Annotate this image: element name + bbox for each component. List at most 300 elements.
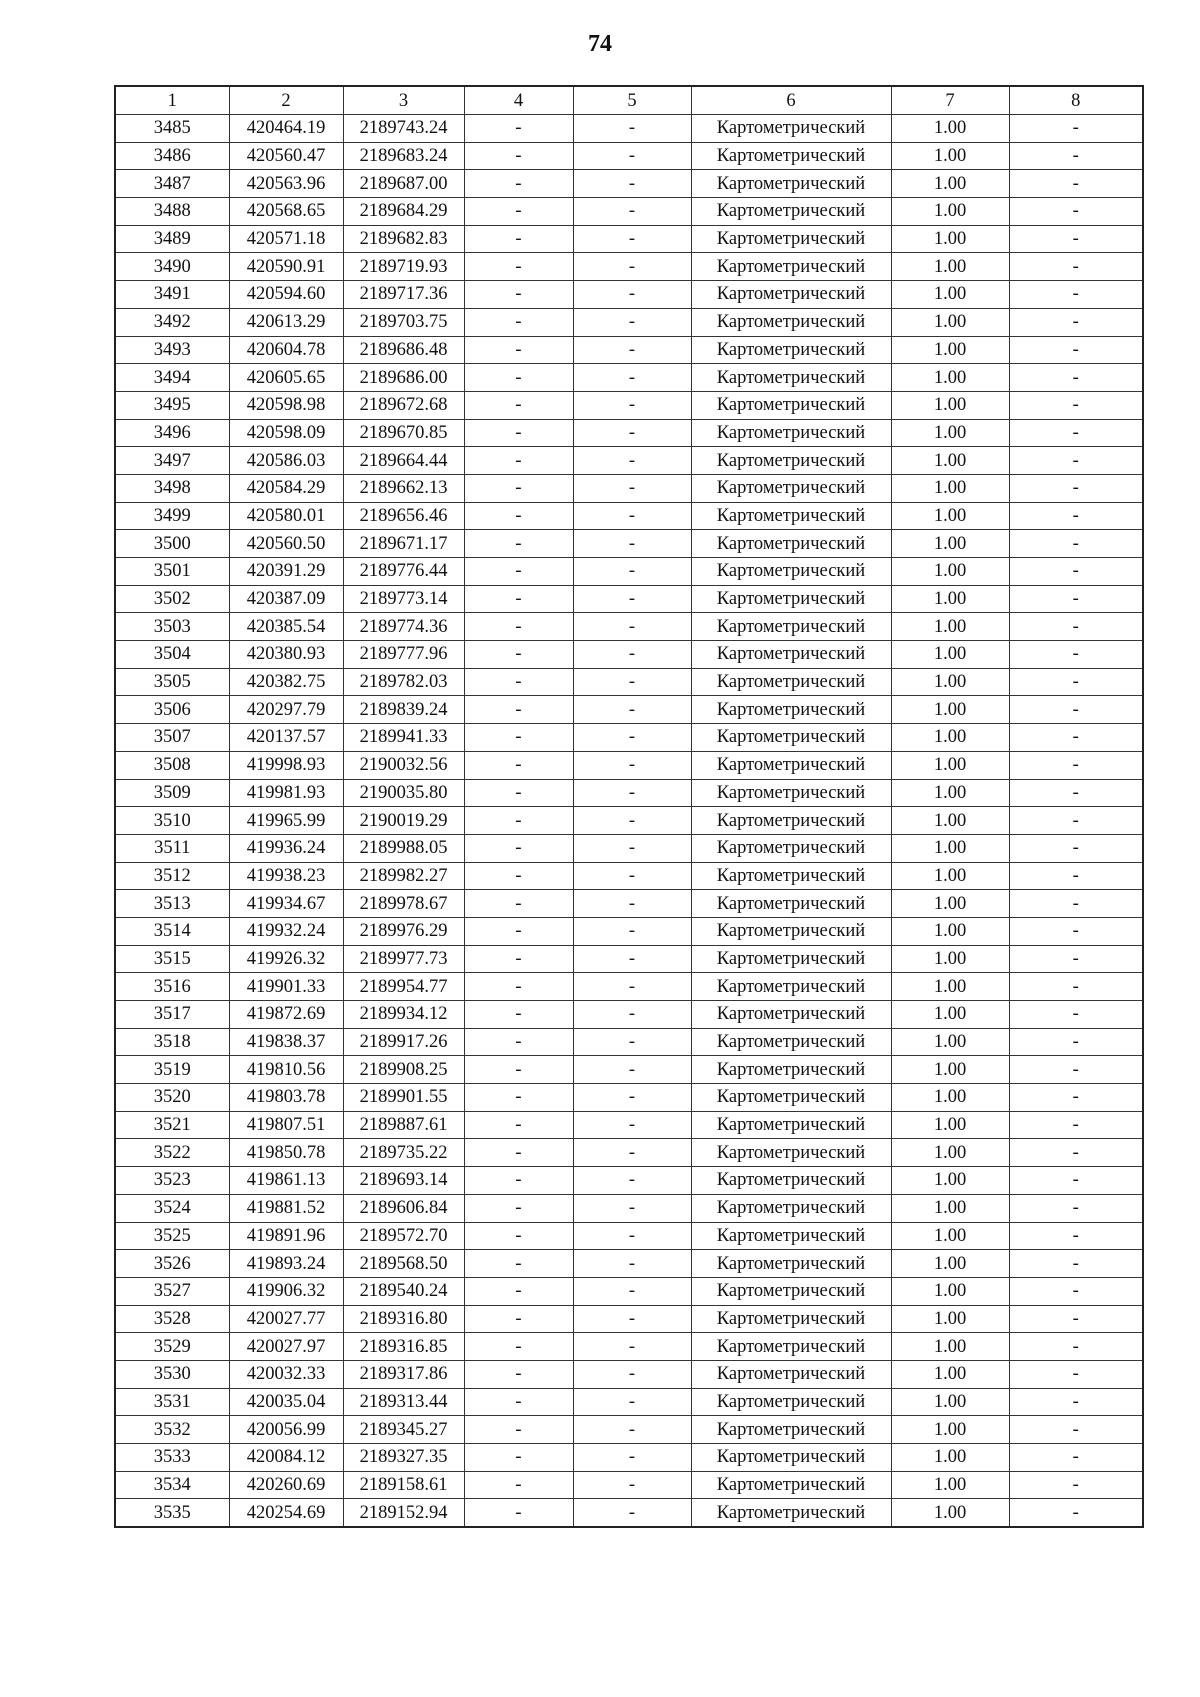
- point-number-cell: 3486: [115, 142, 229, 170]
- column-4-cell: -: [464, 862, 573, 890]
- table-row: [115, 973, 1143, 1001]
- column-8-cell: -: [1009, 917, 1143, 945]
- column-header-5: 5: [573, 86, 691, 115]
- column-5-cell: -: [573, 668, 691, 696]
- column-header-1: 1: [115, 86, 229, 115]
- accuracy-cell: 1.00: [891, 1471, 1009, 1499]
- x-coordinate-cell: 420385.54: [229, 613, 343, 641]
- column-8-cell: -: [1009, 1360, 1143, 1388]
- point-number-cell: 3513: [115, 890, 229, 918]
- point-number-cell: 3535: [115, 1499, 229, 1527]
- method-cell: Картометрический: [691, 447, 891, 475]
- point-number-cell: 3510: [115, 807, 229, 835]
- table-row: [115, 1416, 1143, 1444]
- column-5-cell: -: [573, 474, 691, 502]
- column-5-cell: -: [573, 641, 691, 669]
- column-5-cell: -: [573, 1305, 691, 1333]
- x-coordinate-cell: 419938.23: [229, 862, 343, 890]
- x-coordinate-cell: 420027.77: [229, 1305, 343, 1333]
- point-number-cell: 3523: [115, 1167, 229, 1195]
- column-5-cell: -: [573, 1139, 691, 1167]
- table-row: [115, 668, 1143, 696]
- x-coordinate-cell: 420056.99: [229, 1416, 343, 1444]
- accuracy-cell: 1.00: [891, 115, 1009, 143]
- y-coordinate-cell: 2189152.94: [343, 1499, 464, 1527]
- method-cell: Картометрический: [691, 1222, 891, 1250]
- column-8-cell: -: [1009, 613, 1143, 641]
- table-row: [115, 1167, 1143, 1195]
- y-coordinate-cell: 2189313.44: [343, 1388, 464, 1416]
- x-coordinate-cell: 420382.75: [229, 668, 343, 696]
- table-row: [115, 890, 1143, 918]
- method-cell: Картометрический: [691, 391, 891, 419]
- column-4-cell: -: [464, 225, 573, 253]
- column-4-cell: -: [464, 1388, 573, 1416]
- method-cell: Картометрический: [691, 1167, 891, 1195]
- method-cell: Картометрический: [691, 917, 891, 945]
- column-4-cell: -: [464, 447, 573, 475]
- column-8-cell: -: [1009, 419, 1143, 447]
- column-8-cell: -: [1009, 1333, 1143, 1361]
- column-4-cell: -: [464, 1305, 573, 1333]
- method-cell: Картометрический: [691, 1305, 891, 1333]
- y-coordinate-cell: 2189327.35: [343, 1444, 464, 1472]
- x-coordinate-cell: 419965.99: [229, 807, 343, 835]
- method-cell: Картометрический: [691, 1499, 891, 1527]
- x-coordinate-cell: 420032.33: [229, 1360, 343, 1388]
- y-coordinate-cell: 2189901.55: [343, 1084, 464, 1112]
- method-cell: Картометрический: [691, 1250, 891, 1278]
- column-5-cell: -: [573, 1277, 691, 1305]
- x-coordinate-cell: 420027.97: [229, 1333, 343, 1361]
- y-coordinate-cell: 2190019.29: [343, 807, 464, 835]
- table-row: [115, 447, 1143, 475]
- point-number-cell: 3491: [115, 281, 229, 309]
- column-8-cell: -: [1009, 834, 1143, 862]
- y-coordinate-cell: 2189683.24: [343, 142, 464, 170]
- x-coordinate-cell: 420598.98: [229, 391, 343, 419]
- column-4-cell: -: [464, 336, 573, 364]
- x-coordinate-cell: 420084.12: [229, 1444, 343, 1472]
- point-number-cell: 3505: [115, 668, 229, 696]
- column-4-cell: -: [464, 308, 573, 336]
- table-row: [115, 945, 1143, 973]
- x-coordinate-cell: 420584.29: [229, 474, 343, 502]
- y-coordinate-cell: 2189934.12: [343, 1001, 464, 1029]
- point-number-cell: 3532: [115, 1416, 229, 1444]
- accuracy-cell: 1.00: [891, 641, 1009, 669]
- table-row: [115, 1222, 1143, 1250]
- column-4-cell: -: [464, 198, 573, 226]
- method-cell: Картометрический: [691, 1277, 891, 1305]
- table-row: [115, 834, 1143, 862]
- table-row: [115, 751, 1143, 779]
- method-cell: Картометрический: [691, 973, 891, 1001]
- method-cell: Картометрический: [691, 419, 891, 447]
- y-coordinate-cell: 2189717.36: [343, 281, 464, 309]
- y-coordinate-cell: 2189682.83: [343, 225, 464, 253]
- point-number-cell: 3489: [115, 225, 229, 253]
- point-number-cell: 3495: [115, 391, 229, 419]
- method-cell: Картометрический: [691, 834, 891, 862]
- column-5-cell: -: [573, 1222, 691, 1250]
- x-coordinate-cell: 420297.79: [229, 696, 343, 724]
- column-8-cell: -: [1009, 225, 1143, 253]
- column-header-3: 3: [343, 86, 464, 115]
- accuracy-cell: 1.00: [891, 1084, 1009, 1112]
- y-coordinate-cell: 2189662.13: [343, 474, 464, 502]
- column-4-cell: -: [464, 1499, 573, 1527]
- x-coordinate-cell: 420137.57: [229, 724, 343, 752]
- column-4-cell: -: [464, 170, 573, 198]
- y-coordinate-cell: 2189158.61: [343, 1471, 464, 1499]
- method-cell: Картометрический: [691, 1084, 891, 1112]
- method-cell: Картометрический: [691, 474, 891, 502]
- column-5-cell: -: [573, 696, 691, 724]
- x-coordinate-cell: 420260.69: [229, 1471, 343, 1499]
- column-4-cell: -: [464, 391, 573, 419]
- accuracy-cell: 1.00: [891, 391, 1009, 419]
- x-coordinate-cell: 419838.37: [229, 1028, 343, 1056]
- accuracy-cell: 1.00: [891, 862, 1009, 890]
- method-cell: Картометрический: [691, 253, 891, 281]
- method-cell: Картометрический: [691, 170, 891, 198]
- x-coordinate-cell: 419893.24: [229, 1250, 343, 1278]
- column-8-cell: -: [1009, 1111, 1143, 1139]
- column-8-cell: -: [1009, 1167, 1143, 1195]
- point-number-cell: 3511: [115, 834, 229, 862]
- method-cell: Картометрический: [691, 1028, 891, 1056]
- y-coordinate-cell: 2189839.24: [343, 696, 464, 724]
- accuracy-cell: 1.00: [891, 225, 1009, 253]
- point-number-cell: 3508: [115, 751, 229, 779]
- accuracy-cell: 1.00: [891, 558, 1009, 586]
- point-number-cell: 3507: [115, 724, 229, 752]
- x-coordinate-cell: 420613.29: [229, 308, 343, 336]
- y-coordinate-cell: 2189687.00: [343, 170, 464, 198]
- x-coordinate-cell: 419901.33: [229, 973, 343, 1001]
- column-4-cell: -: [464, 917, 573, 945]
- x-coordinate-cell: 419936.24: [229, 834, 343, 862]
- accuracy-cell: 1.00: [891, 336, 1009, 364]
- column-4-cell: -: [464, 668, 573, 696]
- column-5-cell: -: [573, 558, 691, 586]
- method-cell: Картометрический: [691, 1111, 891, 1139]
- column-5-cell: -: [573, 170, 691, 198]
- column-8-cell: -: [1009, 1139, 1143, 1167]
- method-cell: Картометрический: [691, 198, 891, 226]
- column-4-cell: -: [464, 558, 573, 586]
- column-4-cell: -: [464, 364, 573, 392]
- column-5-cell: -: [573, 1333, 691, 1361]
- column-4-cell: -: [464, 1277, 573, 1305]
- accuracy-cell: 1.00: [891, 308, 1009, 336]
- accuracy-cell: 1.00: [891, 973, 1009, 1001]
- y-coordinate-cell: 2189686.48: [343, 336, 464, 364]
- x-coordinate-cell: 420580.01: [229, 502, 343, 530]
- column-8-cell: -: [1009, 1250, 1143, 1278]
- accuracy-cell: 1.00: [891, 1250, 1009, 1278]
- x-coordinate-cell: 420568.65: [229, 198, 343, 226]
- column-8-cell: -: [1009, 281, 1143, 309]
- point-number-cell: 3529: [115, 1333, 229, 1361]
- method-cell: Картометрический: [691, 945, 891, 973]
- point-number-cell: 3498: [115, 474, 229, 502]
- table-row: [115, 696, 1143, 724]
- column-8-cell: -: [1009, 530, 1143, 558]
- table-row: [115, 1305, 1143, 1333]
- table-row: [115, 1388, 1143, 1416]
- method-cell: Картометрический: [691, 142, 891, 170]
- point-number-cell: 3499: [115, 502, 229, 530]
- accuracy-cell: 1.00: [891, 1444, 1009, 1472]
- column-header-8: 8: [1009, 86, 1143, 115]
- method-cell: Картометрический: [691, 668, 891, 696]
- y-coordinate-cell: 2189656.46: [343, 502, 464, 530]
- column-4-cell: -: [464, 724, 573, 752]
- point-number-cell: 3493: [115, 336, 229, 364]
- column-8-cell: -: [1009, 724, 1143, 752]
- y-coordinate-cell: 2189773.14: [343, 585, 464, 613]
- table-row: [115, 558, 1143, 586]
- point-number-cell: 3503: [115, 613, 229, 641]
- column-header-7: 7: [891, 86, 1009, 115]
- column-4-cell: -: [464, 1167, 573, 1195]
- table-row: [115, 364, 1143, 392]
- point-number-cell: 3525: [115, 1222, 229, 1250]
- point-number-cell: 3496: [115, 419, 229, 447]
- column-8-cell: -: [1009, 1222, 1143, 1250]
- column-4-cell: -: [464, 530, 573, 558]
- accuracy-cell: 1.00: [891, 142, 1009, 170]
- accuracy-cell: 1.00: [891, 1499, 1009, 1527]
- column-4-cell: -: [464, 1084, 573, 1112]
- accuracy-cell: 1.00: [891, 1388, 1009, 1416]
- method-cell: Картометрический: [691, 558, 891, 586]
- column-5-cell: -: [573, 1084, 691, 1112]
- column-8-cell: -: [1009, 1056, 1143, 1084]
- x-coordinate-cell: 420560.50: [229, 530, 343, 558]
- column-4-cell: -: [464, 1250, 573, 1278]
- accuracy-cell: 1.00: [891, 779, 1009, 807]
- column-8-cell: -: [1009, 779, 1143, 807]
- column-4-cell: -: [464, 1416, 573, 1444]
- column-5-cell: -: [573, 1167, 691, 1195]
- method-cell: Картометрический: [691, 890, 891, 918]
- y-coordinate-cell: 2189774.36: [343, 613, 464, 641]
- method-cell: Картометрический: [691, 1388, 891, 1416]
- column-8-cell: -: [1009, 890, 1143, 918]
- column-4-cell: -: [464, 1139, 573, 1167]
- method-cell: Картометрический: [691, 779, 891, 807]
- column-4-cell: -: [464, 890, 573, 918]
- column-8-cell: -: [1009, 558, 1143, 586]
- y-coordinate-cell: 2189316.85: [343, 1333, 464, 1361]
- accuracy-cell: 1.00: [891, 253, 1009, 281]
- y-coordinate-cell: 2189317.86: [343, 1360, 464, 1388]
- column-5-cell: -: [573, 1028, 691, 1056]
- y-coordinate-cell: 2189572.70: [343, 1222, 464, 1250]
- method-cell: Картометрический: [691, 1001, 891, 1029]
- accuracy-cell: 1.00: [891, 585, 1009, 613]
- column-8-cell: -: [1009, 1305, 1143, 1333]
- point-number-cell: 3497: [115, 447, 229, 475]
- accuracy-cell: 1.00: [891, 447, 1009, 475]
- y-coordinate-cell: 2190032.56: [343, 751, 464, 779]
- table-row: [115, 142, 1143, 170]
- accuracy-cell: 1.00: [891, 834, 1009, 862]
- table-body: [115, 115, 1143, 1528]
- y-coordinate-cell: 2189316.80: [343, 1305, 464, 1333]
- column-4-cell: -: [464, 779, 573, 807]
- accuracy-cell: 1.00: [891, 1056, 1009, 1084]
- x-coordinate-cell: 419803.78: [229, 1084, 343, 1112]
- column-5-cell: -: [573, 807, 691, 835]
- x-coordinate-cell: 420035.04: [229, 1388, 343, 1416]
- y-coordinate-cell: 2189568.50: [343, 1250, 464, 1278]
- column-4-cell: -: [464, 807, 573, 835]
- column-4-cell: -: [464, 1111, 573, 1139]
- point-number-cell: 3526: [115, 1250, 229, 1278]
- point-number-cell: 3504: [115, 641, 229, 669]
- column-5-cell: -: [573, 585, 691, 613]
- x-coordinate-cell: 420604.78: [229, 336, 343, 364]
- point-number-cell: 3501: [115, 558, 229, 586]
- point-number-cell: 3515: [115, 945, 229, 973]
- column-8-cell: -: [1009, 336, 1143, 364]
- y-coordinate-cell: 2189777.96: [343, 641, 464, 669]
- table-row: [115, 1194, 1143, 1222]
- accuracy-cell: 1.00: [891, 474, 1009, 502]
- column-4-cell: -: [464, 1056, 573, 1084]
- table-row: [115, 253, 1143, 281]
- y-coordinate-cell: 2189703.75: [343, 308, 464, 336]
- point-number-cell: 3527: [115, 1277, 229, 1305]
- y-coordinate-cell: 2189670.85: [343, 419, 464, 447]
- y-coordinate-cell: 2189606.84: [343, 1194, 464, 1222]
- y-coordinate-cell: 2189982.27: [343, 862, 464, 890]
- column-5-cell: -: [573, 364, 691, 392]
- accuracy-cell: 1.00: [891, 1416, 1009, 1444]
- column-8-cell: -: [1009, 364, 1143, 392]
- column-4-cell: -: [464, 1444, 573, 1472]
- method-cell: Картометрический: [691, 530, 891, 558]
- column-8-cell: -: [1009, 1499, 1143, 1527]
- x-coordinate-cell: 420605.65: [229, 364, 343, 392]
- x-coordinate-cell: 419981.93: [229, 779, 343, 807]
- accuracy-cell: 1.00: [891, 1028, 1009, 1056]
- x-coordinate-cell: 419891.96: [229, 1222, 343, 1250]
- accuracy-cell: 1.00: [891, 419, 1009, 447]
- column-5-cell: -: [573, 1471, 691, 1499]
- column-5-cell: -: [573, 253, 691, 281]
- column-8-cell: -: [1009, 474, 1143, 502]
- method-cell: Картометрический: [691, 862, 891, 890]
- point-number-cell: 3487: [115, 170, 229, 198]
- point-number-cell: 3524: [115, 1194, 229, 1222]
- accuracy-cell: 1.00: [891, 1139, 1009, 1167]
- column-5-cell: -: [573, 142, 691, 170]
- table-row: [115, 198, 1143, 226]
- column-5-cell: -: [573, 530, 691, 558]
- column-4-cell: -: [464, 613, 573, 641]
- y-coordinate-cell: 2189908.25: [343, 1056, 464, 1084]
- table-row: [115, 1499, 1143, 1527]
- table-row: [115, 391, 1143, 419]
- accuracy-cell: 1.00: [891, 807, 1009, 835]
- column-4-cell: -: [464, 281, 573, 309]
- table-row: [115, 641, 1143, 669]
- column-5-cell: -: [573, 917, 691, 945]
- column-4-cell: -: [464, 1222, 573, 1250]
- column-8-cell: -: [1009, 807, 1143, 835]
- column-8-cell: -: [1009, 1001, 1143, 1029]
- x-coordinate-cell: 419934.67: [229, 890, 343, 918]
- column-4-cell: -: [464, 474, 573, 502]
- column-4-cell: -: [464, 1001, 573, 1029]
- table-row: [115, 1471, 1143, 1499]
- column-8-cell: -: [1009, 198, 1143, 226]
- x-coordinate-cell: 420391.29: [229, 558, 343, 586]
- x-coordinate-cell: 420563.96: [229, 170, 343, 198]
- point-number-cell: 3522: [115, 1139, 229, 1167]
- table-row: [115, 1028, 1143, 1056]
- column-5-cell: -: [573, 973, 691, 1001]
- column-5-cell: -: [573, 115, 691, 143]
- column-4-cell: -: [464, 641, 573, 669]
- point-number-cell: 3533: [115, 1444, 229, 1472]
- point-number-cell: 3506: [115, 696, 229, 724]
- table-row: [115, 1056, 1143, 1084]
- y-coordinate-cell: 2190035.80: [343, 779, 464, 807]
- column-5-cell: -: [573, 419, 691, 447]
- column-5-cell: -: [573, 502, 691, 530]
- method-cell: Картометрический: [691, 807, 891, 835]
- column-5-cell: -: [573, 724, 691, 752]
- accuracy-cell: 1.00: [891, 696, 1009, 724]
- method-cell: Картометрический: [691, 724, 891, 752]
- column-5-cell: -: [573, 779, 691, 807]
- y-coordinate-cell: 2189782.03: [343, 668, 464, 696]
- column-8-cell: -: [1009, 142, 1143, 170]
- x-coordinate-cell: 419881.52: [229, 1194, 343, 1222]
- table-row: [115, 807, 1143, 835]
- accuracy-cell: 1.00: [891, 1167, 1009, 1195]
- column-4-cell: -: [464, 115, 573, 143]
- point-number-cell: 3517: [115, 1001, 229, 1029]
- column-5-cell: -: [573, 225, 691, 253]
- table-row: [115, 779, 1143, 807]
- column-5-cell: -: [573, 945, 691, 973]
- column-5-cell: -: [573, 1388, 691, 1416]
- column-5-cell: -: [573, 1444, 691, 1472]
- accuracy-cell: 1.00: [891, 198, 1009, 226]
- column-8-cell: -: [1009, 585, 1143, 613]
- x-coordinate-cell: 420598.09: [229, 419, 343, 447]
- method-cell: Картометрический: [691, 1444, 891, 1472]
- point-number-cell: 3500: [115, 530, 229, 558]
- method-cell: Картометрический: [691, 585, 891, 613]
- column-8-cell: -: [1009, 1277, 1143, 1305]
- column-5-cell: -: [573, 281, 691, 309]
- column-8-cell: -: [1009, 170, 1143, 198]
- column-header-2: 2: [229, 86, 343, 115]
- y-coordinate-cell: 2189540.24: [343, 1277, 464, 1305]
- column-5-cell: -: [573, 336, 691, 364]
- method-cell: Картометрический: [691, 225, 891, 253]
- method-cell: Картометрический: [691, 1471, 891, 1499]
- x-coordinate-cell: 420380.93: [229, 641, 343, 669]
